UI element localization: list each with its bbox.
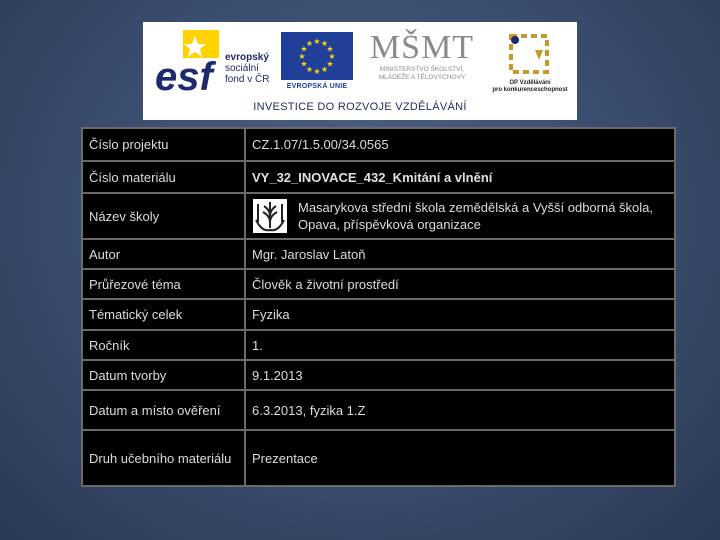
table-row <box>82 161 675 193</box>
row-value: Mgr. Jaroslav Latoň <box>245 239 675 269</box>
esf-logo-icon <box>153 30 219 96</box>
row-value: VY_32_INOVACE_432_Kmitání a vlnění <box>245 161 675 193</box>
eu-star-icon: ★ <box>305 64 314 74</box>
msmt-logo <box>363 30 481 96</box>
row-key: Datum tvorby <box>82 360 245 390</box>
row-key: Číslo materiálu <box>82 161 245 193</box>
row-key: Tématický celek <box>82 299 245 330</box>
eu-caption: EVROPSKÁ UNIE <box>286 83 348 90</box>
row-value: 6.3.2013, fyzika 1.Z <box>245 390 675 430</box>
table-row <box>82 128 675 161</box>
eu-star-icon: ★ <box>313 67 321 76</box>
table-row <box>82 193 675 239</box>
row-value: 1. <box>245 330 675 360</box>
row-value: Člověk a životní prostředí <box>245 269 675 299</box>
school-emblem-icon <box>252 198 288 234</box>
eu-star-icon: ★ <box>298 52 306 61</box>
table-row <box>82 239 675 269</box>
esf-text: evropský sociální fond v ČR <box>225 52 270 85</box>
eu-flag-icon <box>281 32 353 80</box>
table-row <box>82 360 675 390</box>
esf-logo <box>153 30 281 96</box>
row-key: Druh učebního materiálu <box>82 430 245 486</box>
table-row <box>82 430 675 486</box>
row-key: Datum a místo ověření <box>82 390 245 430</box>
table-row <box>82 390 675 430</box>
eu-star-icon: ★ <box>313 37 321 46</box>
row-key: Číslo projektu <box>82 128 245 161</box>
svg-text:esf: esf <box>155 55 213 96</box>
row-value: Fyzika <box>245 299 675 330</box>
logo-banner <box>143 22 577 120</box>
eu-star-icon: ★ <box>326 44 334 54</box>
banner-tagline: INVESTICE DO ROZVOJE VZDĚLÁVÁNÍ <box>253 101 467 113</box>
table-row <box>82 330 675 360</box>
row-value: Prezentace <box>245 430 675 486</box>
row-value: CZ.1.07/1.5.00/34.0565 <box>245 128 675 161</box>
row-key: Průřezové téma <box>82 269 245 299</box>
row-key: Autor <box>82 239 245 269</box>
row-key: Název školy <box>82 193 245 239</box>
table-row <box>82 299 675 330</box>
msmt-caption: MINISTERSTVO ŠKOLSTVÍ, MLÁDEŽE A TĚLOVÝCHOVY <box>378 66 466 81</box>
eu-star-icon: ★ <box>320 64 329 74</box>
table-row <box>82 269 675 299</box>
eu-star-icon: ★ <box>320 39 329 49</box>
op-caption: OP Vzdělávání pro konkurenceschopnost <box>492 80 568 93</box>
school-name: Masarykova střední škola zemědělská a Vyšší odborná škola, Opava, příspěvková organizace <box>298 200 654 232</box>
eu-star-icon: ★ <box>326 59 334 69</box>
op-logo-icon <box>485 30 575 78</box>
msmt-mark: MŠMT <box>369 29 475 66</box>
project-info-table <box>81 127 676 487</box>
row-key: Ročník <box>82 330 245 360</box>
eu-star-icon: ★ <box>300 59 308 69</box>
eu-star-icon: ★ <box>328 52 336 61</box>
op-logo <box>485 30 575 96</box>
eu-star-icon: ★ <box>305 39 314 49</box>
eu-logo <box>281 32 353 94</box>
eu-star-icon: ★ <box>300 44 308 54</box>
row-value <box>245 193 675 239</box>
row-value: 9.1.2013 <box>245 360 675 390</box>
